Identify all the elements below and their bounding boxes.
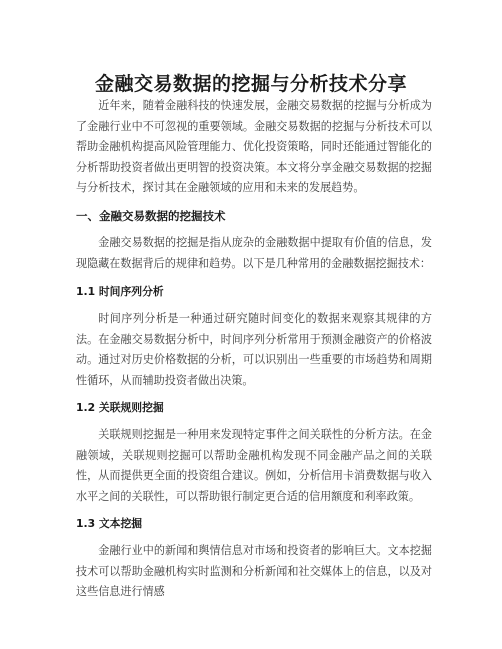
subsection-1-3-paragraph: 金融行业中的新闻和舆情信息对市场和投资者的影响巨大。文本挖掘技术可以帮助金融机构实时监测和分析新闻和社交媒体上的信息，以及对这些信息进行情感 <box>76 544 432 598</box>
document-title: 金融交易数据的挖掘与分析技术分享 <box>94 72 407 95</box>
subsection-1-2-paragraph: 关联规则挖掘是一种用来发现特定事件之间关联性的分析方法。在金融领域，关联规则挖掘可以帮助金融机构发现不同金融产品之间的关联性，从而提供更全面的投资组合建议。例如，分析信用卡消费数据与收入水平之间的关联性，可以帮助银行制定更合适的信用额度和利率政策。 <box>76 428 432 503</box>
subsection-1-1-paragraph: 时间序列分析是一种通过研究随时间变化的数据来观察其规律的方法。在金融交易数据分析中，时间序列分析常用于预测金融资产的价格波动。通过对历史价格数据的分析，可以识别出一些重要的市场趋势和周期性循环，从而辅助投资者做出决策。 <box>76 312 432 387</box>
subsection-heading-1-2: 1.2 关联规则挖掘 <box>76 401 164 414</box>
subsection-heading-1-3: 1.3 文本挖掘 <box>76 517 143 530</box>
subsection-heading-1-1: 1.1 时间序列分析 <box>76 285 164 298</box>
intro-paragraph: 近年来，随着金融科技的快速发展，金融交易数据的挖掘与分析成为了金融行业中不可忽视的重要领域。金融交易数据的挖掘与分析技术可以帮助金融机构提高风险管理能力、优化投资策略，同时还能通过智能化的分析帮助投资者做出更明智的投资决策。本文将分享金融交易数据的挖掘与分析技术，探讨其在金融领域的应用和未来的发展趋势。 <box>76 99 432 194</box>
section-1-paragraph: 金融交易数据的挖掘是指从庞杂的金融数据中提取有价值的信息，发现隐藏在数据背后的规律和趋势。以下是几种常用的金融数据挖掘技术： <box>76 236 432 270</box>
section-heading-1: 一、金融交易数据的挖掘技术 <box>76 209 226 223</box>
